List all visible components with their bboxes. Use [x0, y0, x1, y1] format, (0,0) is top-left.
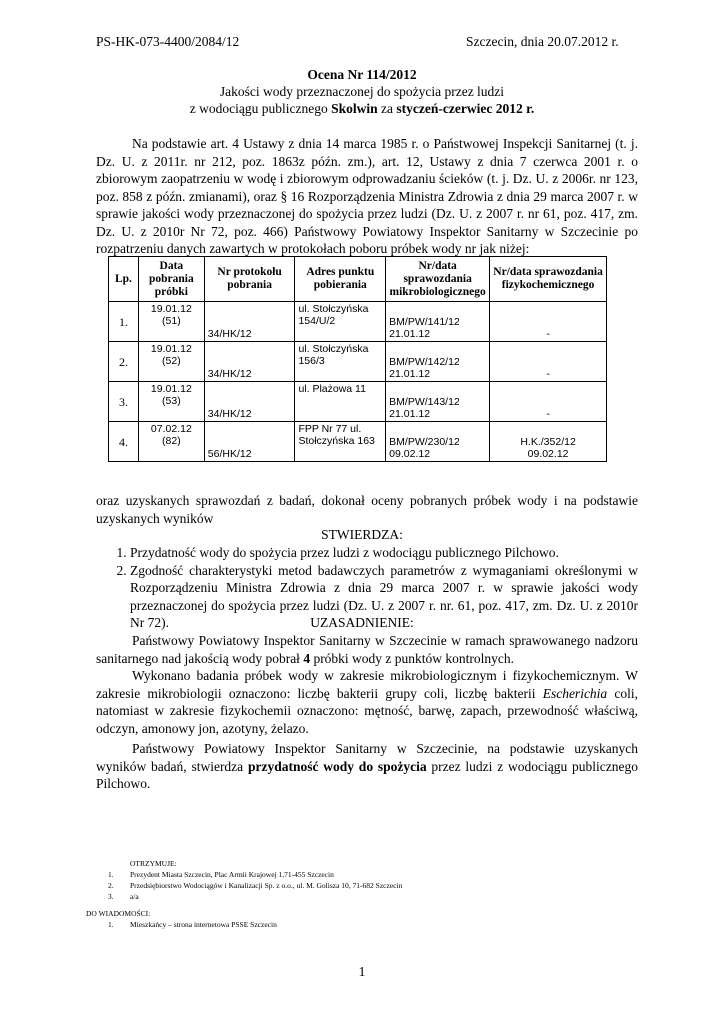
sample-number: (51) [162, 315, 181, 327]
paragraph-text: Wykonano badania próbek wody w zakresie mikrobiologicznym i fizykochemicznym. W zakresie mikrobiologii oznaczono: liczbę bakterii grupy coli, liczbę bakterii [96, 668, 638, 701]
recipient-number: 3. [108, 892, 114, 901]
header-lp: Lp. [109, 257, 139, 302]
micro-report-date: 21.01.12 [389, 328, 431, 340]
document-subtitle-line2 [0, 101, 724, 117]
cell-lp: 4. [109, 422, 139, 462]
physchem-report-number: - [546, 328, 550, 340]
subtitle-period: styczeń-czerwiec 2012 r. [396, 101, 535, 116]
physchem-report-number: - [546, 408, 550, 420]
cell-micro [386, 342, 490, 382]
subtitle-location: Skolwin [331, 101, 378, 116]
samples-table [108, 256, 607, 462]
paragraph-text: próbki wody z punktów kontrolnych. [310, 650, 515, 666]
sample-number: (52) [162, 355, 181, 367]
table-header-row [109, 257, 607, 302]
table-row [109, 302, 607, 342]
after-table-paragraph: oraz uzyskanych sprawozdań z badań, dokonał oceny pobranych próbek wody i na podstawie uzyskanych wyników [96, 493, 638, 526]
micro-report-number: BM/PW/143/12 [389, 396, 460, 408]
recipient-text: Prezydent Miasta Szczecin, Plac Armii Krajowej 1,71-455 Szczecin [130, 870, 334, 879]
micro-report-date: 09.02.12 [389, 448, 431, 460]
cell-address: ul. Stołczyńska 156/3 [295, 342, 386, 382]
paragraph-text: Państwowy Powiatowy Inspektor Sanitarny w Szczecinie w ramach sprawowanego nadzoru sanitarnego nad jakością wody pobrał [96, 633, 638, 666]
conclusion-highlight: przydatność wody do spożycia [247, 758, 427, 774]
cc-heading: DO WIADOMOŚCI: [86, 909, 151, 918]
header-sampling-address: Adres punktu pobierania [295, 257, 386, 302]
cell-address: FPP Nr 77 ul. Stołczyńska 163 [295, 422, 386, 462]
cell-physchem [490, 302, 607, 342]
header-sample-date: Data pobrania próbki [138, 257, 204, 302]
micro-report-date: 21.01.12 [389, 368, 431, 380]
cell-protocol: 56/HK/12 [204, 422, 295, 462]
cell-physchem [490, 422, 607, 462]
physchem-report-number: - [546, 368, 550, 380]
cell-protocol: 34/HK/12 [204, 302, 295, 342]
cell-date [138, 382, 204, 422]
cell-lp: 2. [109, 342, 139, 382]
cc-number: 1. [108, 920, 114, 929]
cell-lp: 1. [109, 302, 139, 342]
cell-address: ul. Stołczyńska 154/U/2 [295, 302, 386, 342]
cell-protocol: 34/HK/12 [204, 382, 295, 422]
sample-number: (82) [162, 435, 181, 447]
paragraph-text: coli, natomiast w zakresie fizykochemii oznaczono: mętność, barwę, zapach, przewodność właściwą, odczyn, amonowy jon, azotyny, żelazo. [96, 685, 638, 736]
physchem-report-date: 09.02.12 [527, 448, 569, 460]
recipient-item [108, 891, 402, 902]
subtitle-text: za [377, 101, 397, 116]
paragraph-text: Państwowy Powiatowy Inspektor Sanitarny w Szczecinie, na podstawie uzyskanych wyników badań, stwierdza [96, 741, 638, 774]
cell-micro [386, 382, 490, 422]
paragraph-text: przez ludzi z wodociągu publicznego Pilchowo. [96, 758, 638, 791]
recipient-text: Przedsiębiorstwo Wodociągów i Kanalizacji Sp. z o.o., ul. M. Golisza 10, 71-682 Szczecin [130, 881, 403, 890]
cell-lp: 3. [109, 382, 139, 422]
sample-number: (53) [162, 395, 181, 407]
stwierdza-item: 1. Przydatność wody do spożycia przez ludzi z wodociągu publicznego Pilchowo. [130, 544, 638, 562]
header-physchem-report: Nr/data sprawozdania fizykochemicznego [490, 257, 607, 302]
table-row [109, 342, 607, 382]
table-row [109, 382, 607, 422]
stwierdza-heading: STWIERDZA: [321, 527, 403, 542]
subtitle-text: z wodociągu publicznego [189, 101, 332, 116]
micro-report-number: BM/PW/230/12 [389, 436, 460, 448]
cell-micro [386, 302, 490, 342]
uzasadnienie-paragraph-1 [96, 632, 638, 667]
recipient-item [108, 869, 402, 880]
uzasadnienie-paragraph-2 [96, 667, 638, 737]
cell-physchem [490, 342, 607, 382]
micro-report-number: BM/PW/141/12 [389, 316, 460, 328]
cell-date [138, 342, 204, 382]
header-micro-report: Nr/data sprawozdania mikrobiologicznego [386, 257, 490, 302]
bacteria-name: Escherichia [542, 685, 608, 701]
page-number: 1 [358, 965, 366, 980]
cell-micro [386, 422, 490, 462]
document-reference: PS-HK-073-4400/2084/12 [96, 34, 240, 49]
recipient-number: 1. [108, 870, 114, 879]
sample-date: 19.01.12 [150, 303, 192, 315]
sample-date: 19.01.12 [150, 343, 192, 355]
cell-protocol: 34/HK/12 [204, 342, 295, 382]
micro-report-date: 21.01.12 [389, 408, 431, 420]
place-and-date: Szczecin, dnia 20.07.2012 r. [466, 34, 619, 49]
micro-report-number: BM/PW/142/12 [389, 356, 460, 368]
cc-list [108, 919, 277, 930]
header-protocol-number: Nr protokołu pobrania [204, 257, 295, 302]
stwierdza-item: 2. Zgodność charakterystyki metod badawczych parametrów z wymaganiami określonymi w Rozporządzeniu Ministra Zdrowia z dnia 29 marca 2007 r. w sprawie jakości wody przeznaczonej do spożycia przez ludzi (Dz. U. z 2007 r. nr. 61, poz. 417, zm. Dz. U. z 2010r Nr 72). [130, 562, 638, 632]
cell-physchem [490, 382, 607, 422]
sample-count: 4 [303, 650, 311, 666]
table-row [109, 422, 607, 462]
recipients-heading: OTRZYMUJE: [130, 859, 177, 868]
cc-item [108, 919, 277, 930]
document-title: Ocena Nr 114/2012 [307, 67, 417, 82]
document-subtitle-line1: Jakości wody przeznaczonej do spożycia przez ludzi [219, 84, 505, 99]
cell-address: ul. Plażowa 11 [295, 382, 386, 422]
cc-text: Mieszkańcy – strona internetowa PSSE Szczecin [130, 920, 277, 929]
recipient-text: a/a [130, 892, 139, 901]
intro-paragraph: Na podstawie art. 4 Ustawy z dnia 14 marca 1985 r. o Państwowej Inspekcji Sanitarnej (t. j. Dz. U. z 2011r. nr 212, poz. 1863z późn. zm.), art. 12, Ustawy z dnia 7 czerwca 2001 r. o zbiorowym zaopatrzeniu w wodę i zbiorowym odprowadzaniu ścieków (t. j. Dz. U. z 2006r. nr 123, poz. 858 z późn. zmianami), oraz § 16 Rozporządzenia Ministra Zdrowia z dnia 29 marca 2007 r. w sprawie jakości wody przeznaczonej do spożycia przez ludzi (Dz. U. z 2007 r. nr 61, poz. 417, zm. Dz. U. z 2010r Nr 72, poz. 466) Państwowy Powiatowy Inspektor Sanitarny w Szczecinie po rozpatrzeniu danych zawartych w protokołach poboru próbek wody nr jak niżej: [96, 136, 638, 256]
cell-date [138, 422, 204, 462]
physchem-report-number: H.K./352/12 [520, 436, 576, 448]
uzasadnienie-paragraph-3 [96, 740, 638, 793]
recipient-item [108, 880, 402, 891]
recipient-number: 2. [108, 881, 114, 890]
sample-date: 07.02.12 [150, 423, 192, 435]
cell-date [138, 302, 204, 342]
sample-date: 19.01.12 [150, 383, 192, 395]
recipients-list [108, 869, 402, 902]
uzasadnienie-heading: UZASADNIENIE: [310, 615, 414, 630]
